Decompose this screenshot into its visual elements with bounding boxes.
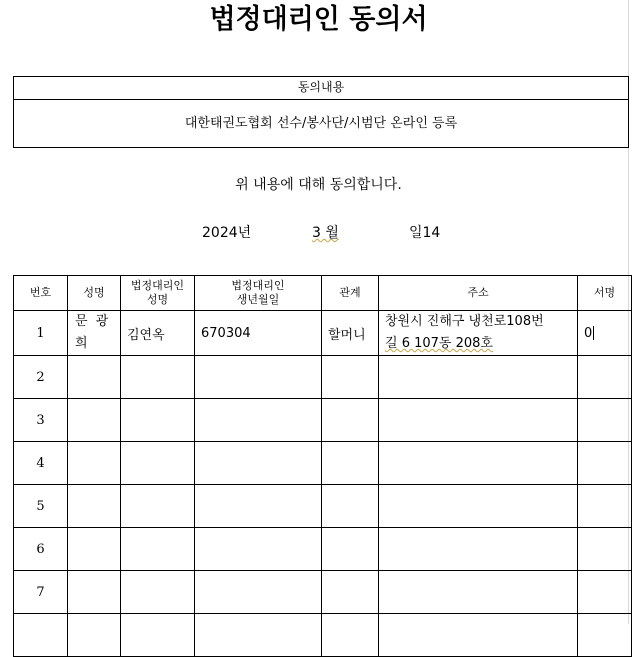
cell-relation[interactable] bbox=[322, 571, 379, 614]
row-number: 2 bbox=[14, 356, 68, 399]
guardian-table bbox=[13, 275, 632, 657]
cell-address[interactable] bbox=[379, 442, 578, 485]
cell-signature[interactable] bbox=[578, 528, 632, 571]
cell-name[interactable] bbox=[68, 356, 121, 399]
row-number: 4 bbox=[14, 442, 68, 485]
row-number: 6 bbox=[14, 528, 68, 571]
cell-signature[interactable] bbox=[578, 311, 632, 356]
cell-address[interactable] bbox=[379, 311, 578, 356]
header-name: 성명 bbox=[68, 276, 121, 311]
header-address: 주소 bbox=[379, 276, 578, 311]
cell-guardian-birth[interactable] bbox=[195, 442, 322, 485]
cell-address[interactable] bbox=[379, 485, 578, 528]
cell-address[interactable] bbox=[379, 356, 578, 399]
cell-guardian-name[interactable] bbox=[121, 356, 195, 399]
cell-name[interactable] bbox=[68, 311, 121, 356]
cell-relation[interactable] bbox=[322, 356, 379, 399]
cell-guardian-name[interactable] bbox=[121, 399, 195, 442]
cell-address[interactable] bbox=[379, 571, 578, 614]
header-guardian-name-line2: 성명 bbox=[146, 293, 169, 306]
cell-guardian-name[interactable]: 김연옥 bbox=[121, 311, 195, 356]
row-number: 1 bbox=[14, 311, 68, 356]
cell-address[interactable] bbox=[379, 528, 578, 571]
cell-guardian-birth[interactable] bbox=[195, 614, 322, 657]
row-number bbox=[14, 614, 68, 657]
cell-name[interactable] bbox=[68, 614, 121, 657]
date-day[interactable]: 일14 bbox=[409, 225, 441, 241]
cell-address-line1: 창원시 진해구 냉천로108번 bbox=[385, 314, 544, 329]
cell-signature[interactable] bbox=[578, 399, 632, 442]
cell-guardian-name[interactable] bbox=[121, 571, 195, 614]
cell-address[interactable] bbox=[379, 614, 578, 657]
cell-relation[interactable] bbox=[322, 442, 379, 485]
table-header-row bbox=[14, 276, 632, 311]
table-row bbox=[14, 571, 632, 614]
cell-relation[interactable] bbox=[322, 485, 379, 528]
cell-guardian-name[interactable] bbox=[121, 528, 195, 571]
row-number: 3 bbox=[14, 399, 68, 442]
header-guardian-birth-line1: 법정대리인 bbox=[231, 279, 285, 292]
cell-name[interactable] bbox=[68, 528, 121, 571]
consent-header: 동의내용 bbox=[14, 77, 628, 100]
header-signature: 서명 bbox=[578, 276, 632, 311]
cell-name-line2: 희 bbox=[75, 336, 90, 351]
cell-signature[interactable] bbox=[578, 356, 632, 399]
header-relation: 관계 bbox=[322, 276, 379, 311]
cell-guardian-name[interactable] bbox=[121, 485, 195, 528]
table-row bbox=[14, 399, 632, 442]
cell-guardian-birth[interactable]: 670304 bbox=[195, 311, 322, 356]
cell-guardian-birth[interactable] bbox=[195, 356, 322, 399]
table-row bbox=[14, 442, 632, 485]
date-month[interactable]: 3 월 bbox=[312, 225, 339, 241]
header-guardian-name bbox=[121, 276, 195, 311]
consent-box bbox=[13, 76, 629, 148]
text-cursor bbox=[593, 326, 594, 340]
cell-name[interactable] bbox=[68, 442, 121, 485]
cell-guardian-birth[interactable] bbox=[195, 571, 322, 614]
consent-body: 대한태권도협회 선수/봉사단/시범단 온라인 등록 bbox=[184, 116, 458, 131]
cell-name[interactable] bbox=[68, 399, 121, 442]
table-row bbox=[14, 614, 632, 657]
cell-guardian-name[interactable] bbox=[121, 442, 195, 485]
cell-name-line1: 문 광 bbox=[75, 314, 111, 329]
cell-guardian-birth[interactable] bbox=[195, 485, 322, 528]
header-number: 번호 bbox=[14, 276, 68, 311]
row-number: 7 bbox=[14, 571, 68, 614]
cell-name[interactable] bbox=[68, 485, 121, 528]
row-number: 5 bbox=[14, 485, 68, 528]
cell-signature[interactable] bbox=[578, 571, 632, 614]
header-guardian-birth bbox=[195, 276, 322, 311]
table-row bbox=[14, 356, 632, 399]
cell-relation[interactable] bbox=[322, 614, 379, 657]
cell-guardian-birth[interactable] bbox=[195, 399, 322, 442]
table-row bbox=[14, 311, 632, 356]
cell-address[interactable] bbox=[379, 399, 578, 442]
date-year[interactable]: 2024년 bbox=[202, 225, 252, 241]
cell-guardian-name[interactable] bbox=[121, 614, 195, 657]
cell-signature[interactable] bbox=[578, 485, 632, 528]
header-guardian-name-line1: 법정대리인 bbox=[130, 279, 185, 292]
cell-signature-text: 0 bbox=[584, 325, 593, 341]
cell-relation[interactable] bbox=[322, 399, 379, 442]
cell-signature[interactable] bbox=[578, 442, 632, 485]
table-row bbox=[14, 528, 632, 571]
cell-relation[interactable]: 할머니 bbox=[322, 311, 379, 356]
cell-relation[interactable] bbox=[322, 528, 379, 571]
header-guardian-birth-line2: 생년월일 bbox=[236, 293, 280, 306]
cell-guardian-birth[interactable] bbox=[195, 528, 322, 571]
document-title: 법정대리인 동의서 bbox=[209, 4, 428, 35]
cell-address-line2: 길 6 107동 208호 bbox=[385, 336, 493, 351]
cell-signature[interactable] bbox=[578, 614, 632, 657]
table-row bbox=[14, 485, 632, 528]
cell-name[interactable] bbox=[68, 571, 121, 614]
agree-statement: 위 내용에 대해 동의합니다. bbox=[235, 177, 402, 193]
